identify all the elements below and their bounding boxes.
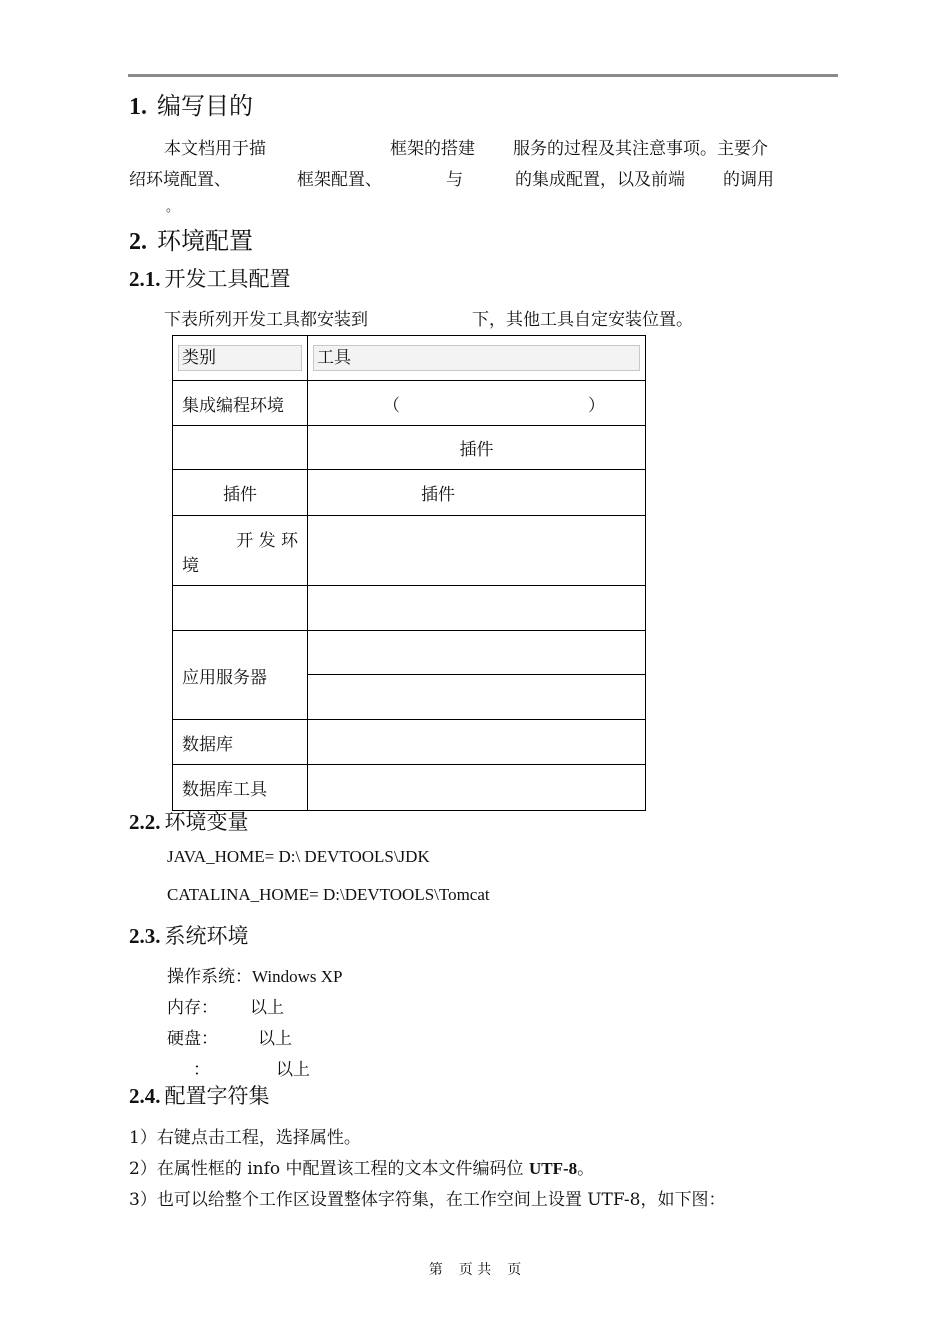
text-run: 的集成配置，以及前端 (515, 170, 685, 190)
table-row (173, 426, 646, 470)
label: 硬盘： (167, 1029, 218, 1049)
section-number: 2. (129, 229, 147, 255)
section-title: 环境配置 (157, 227, 253, 255)
category-cell: 数据库 (173, 720, 308, 765)
label: ： (193, 1060, 210, 1080)
step-3: 3）也可以给整个工作区设置整体字符集，在工作空间上设置 UTF-8，如下图： (129, 1190, 726, 1210)
tool-cell (308, 516, 646, 586)
table-row (173, 470, 646, 516)
purpose-line-2 (129, 165, 774, 190)
step-1: 1）右键点击工程，选择属性。 (129, 1128, 361, 1148)
section-2-3-heading (129, 920, 249, 950)
category-header: 类别 (178, 345, 302, 371)
text-run: 框架的搭建 (390, 139, 475, 159)
category-cell: 数据库工具 (173, 765, 308, 811)
sys-disk (167, 1024, 292, 1049)
env-java-home: JAVA_HOME= D:\ DEVTOOLS\JDK (167, 847, 430, 866)
text-run: 境 (182, 555, 199, 576)
text-run: 插件 (421, 485, 455, 505)
table-row (173, 516, 646, 586)
sys-cpu (193, 1055, 310, 1080)
tool-cell (308, 631, 646, 675)
tool-cell (308, 765, 646, 811)
text-run: 下表所列开发工具都安装到 (164, 310, 368, 330)
tool-header: 工具 (313, 345, 640, 371)
purpose-line-3: 。 (166, 200, 180, 215)
section-title: 开发工具配置 (164, 267, 291, 291)
table-header-row (173, 336, 646, 381)
section-2-heading (129, 221, 253, 256)
tool-cell (308, 470, 646, 516)
footer-text: 页 (507, 1262, 522, 1278)
sys-memory (167, 993, 284, 1018)
tools-table (172, 335, 646, 811)
paren-close: ） (588, 395, 605, 416)
tool-cell: 插件 (308, 426, 646, 470)
label: 操作系统： (167, 967, 252, 987)
section-title: 环境变量 (164, 810, 249, 834)
footer-text: 第 (428, 1262, 443, 1278)
table-header-cell (173, 336, 308, 381)
section-number: 2.1. (129, 267, 161, 291)
text-run: 框架配置、 (297, 170, 382, 190)
table-row (173, 381, 646, 426)
table-header-cell (308, 336, 646, 381)
paren-open: （ (383, 395, 400, 416)
category-cell: 集成编程环境 (173, 381, 308, 426)
purpose-line-1 (164, 134, 768, 159)
value: 以上 (276, 1060, 310, 1080)
section-number: 2.2. (129, 810, 161, 834)
section-2-2-heading (129, 806, 249, 836)
env-catalina-home: CATALINA_HOME= D:\DEVTOOLS\Tomcat (167, 885, 490, 904)
text-run: 开 发 环 (236, 530, 298, 551)
text-run: 2）在属性框的 info 中配置该工程的文本文件编码位 (129, 1159, 529, 1179)
table-row (173, 631, 646, 675)
tool-cell (308, 675, 646, 720)
text-run: 的调用 (723, 170, 774, 190)
text-run: 。 (577, 1159, 595, 1179)
category-cell (173, 586, 308, 631)
table-row (173, 586, 646, 631)
table-row (173, 765, 646, 811)
value: 以上 (250, 998, 284, 1018)
footer-text: 页 共 (458, 1262, 492, 1278)
text-run: 本文档用于描 (164, 139, 266, 159)
table-row (173, 720, 646, 765)
label: 内存： (167, 998, 218, 1018)
section-1-heading (129, 86, 253, 121)
section-number: 2.3. (129, 924, 161, 948)
category-cell (173, 516, 308, 586)
section-2-4-heading (129, 1080, 270, 1110)
header-rule (128, 74, 838, 77)
tool-cell (308, 586, 646, 631)
section-title: 配置字符集 (164, 1084, 270, 1108)
text-run: 与 (446, 170, 463, 190)
section-title: 编写目的 (157, 92, 253, 120)
category-cell: 应用服务器 (173, 631, 308, 720)
text-run: 下，其他工具自定安装位置。 (472, 310, 693, 330)
section-number: 1. (129, 94, 147, 120)
encoding-bold: UTF-8 (528, 1159, 578, 1178)
sys-os (167, 962, 342, 987)
category-cell: 插件 (173, 470, 308, 516)
tool-cell (308, 720, 646, 765)
text-run: 服务的过程及其注意事项。主要介 (513, 139, 768, 159)
text-run: 绍环境配置、 (129, 170, 231, 190)
step-2 (129, 1154, 594, 1179)
value: Windows XP (252, 967, 343, 986)
tool-cell (308, 381, 646, 426)
section-number: 2.4. (129, 1084, 161, 1108)
category-cell (173, 426, 308, 470)
tools-intro (164, 305, 693, 330)
section-2-1-heading (129, 263, 291, 293)
page-footer (0, 1259, 950, 1279)
value: 以上 (258, 1029, 292, 1049)
section-title: 系统环境 (164, 924, 249, 948)
